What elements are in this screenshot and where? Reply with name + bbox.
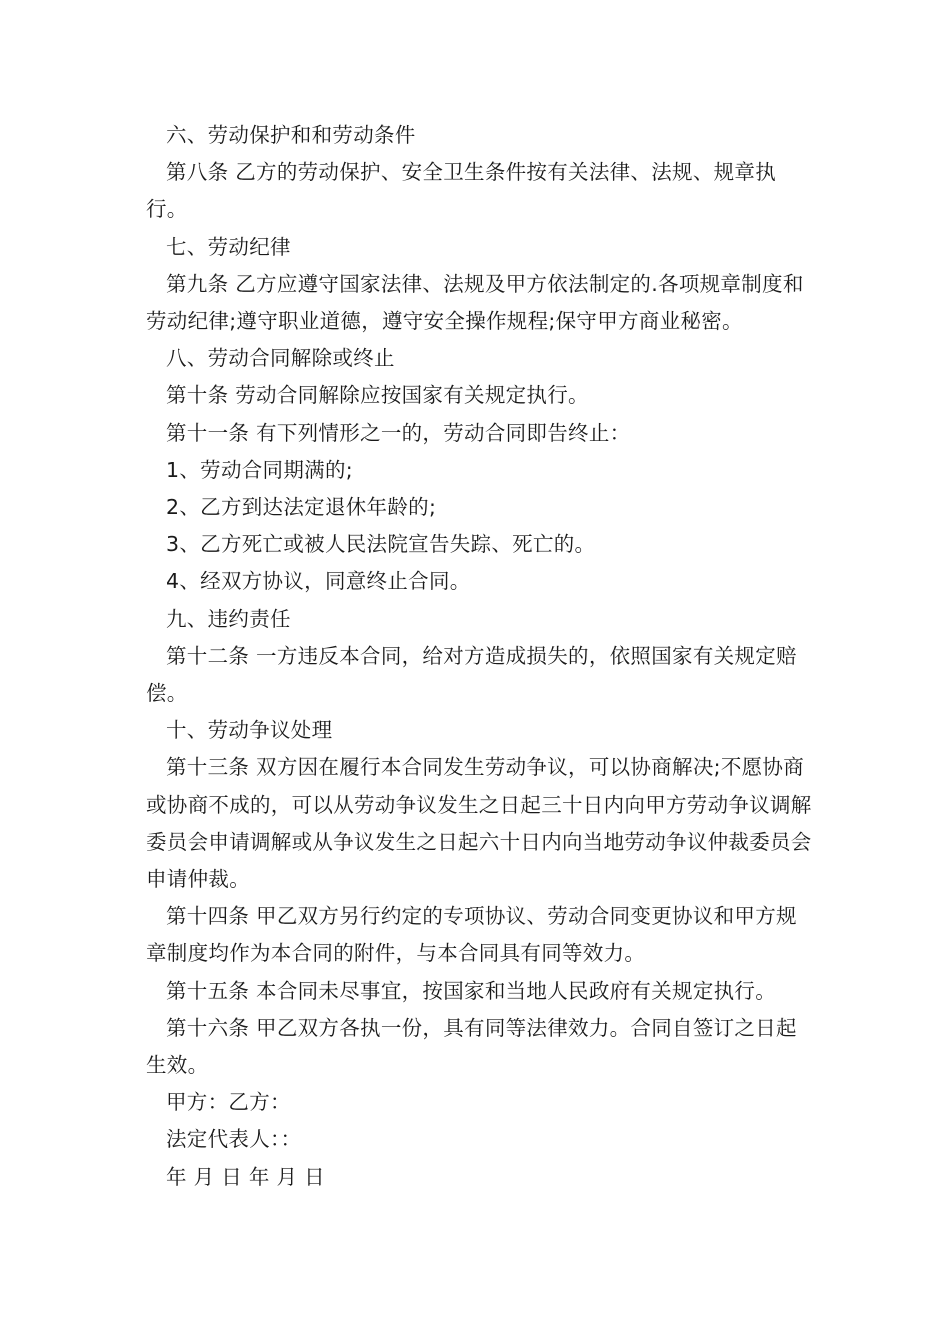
signature-legal-representative: 法定代表人：： xyxy=(166,1127,302,1152)
list-item-4: 4、经双方协议，同意终止合同。 xyxy=(166,569,471,594)
article-10: 第十条 劳动合同解除应按国家有关规定执行。 xyxy=(166,383,589,408)
article-14: 第十四条 甲乙双方另行约定的专项协议、劳动合同变更协议和甲方规章制度均作为本合同的附件，与本合同具有同等效力。 xyxy=(146,904,797,966)
signature-parties: 甲方：乙方： xyxy=(166,1090,291,1115)
article-8: 第八条 乙方的劳动保护、安全卫生条件按有关法律、法规、规章执行。 xyxy=(146,160,777,222)
article-13: 第十三条 双方因在履行本合同发生劳动争议，可以协商解决;不愿协商或协商不成的，可以从劳动争议发生之日起三十日内向甲方劳动争议调解委员会申请调解或从争议发生之日起六十日内向当地劳动争议仲裁委员会申请仲裁。 xyxy=(146,755,812,892)
article-15: 第十五条 本合同未尽事宜，按国家和当地人民政府有关规定执行。 xyxy=(166,978,777,1003)
article-12: 第十二条 一方违反本合同，给对方造成损失的，依照国家有关规定赔偿。 xyxy=(146,643,797,706)
section-heading-dispute: 十、劳动争议处理 xyxy=(166,718,333,743)
article-9: 第九条 乙方应遵守国家法律、法规及甲方依法制定的.各项规章制度和劳动纪律;遵守职业道德，遵守安全操作规程;保守甲方商业秘密。 xyxy=(146,271,804,334)
section-heading-termination: 八、劳动合同解除或终止 xyxy=(166,346,395,371)
article-16: 第十六条 甲乙双方各执一份，具有同等法律效力。合同自签订之日起生效。 xyxy=(146,1015,797,1078)
list-item-3: 3、乙方死亡或被人民法院宣告失踪、死亡的。 xyxy=(166,532,596,557)
section-heading-breach: 九、违约责任 xyxy=(166,606,291,631)
signature-dates: 年 月 日 年 月 日 xyxy=(166,1164,325,1189)
list-item-1: 1、劳动合同期满的; xyxy=(166,457,353,482)
article-11: 第十一条 有下列情形之一的，劳动合同即告终止： xyxy=(166,420,631,445)
section-heading-labor-protection: 六、劳动保护和和劳动条件 xyxy=(166,123,416,147)
document-body xyxy=(146,117,812,1196)
list-item-2: 2、乙方到达法定退休年龄的; xyxy=(166,495,437,520)
section-heading-labor-discipline: 七、劳动纪律 xyxy=(166,234,291,259)
